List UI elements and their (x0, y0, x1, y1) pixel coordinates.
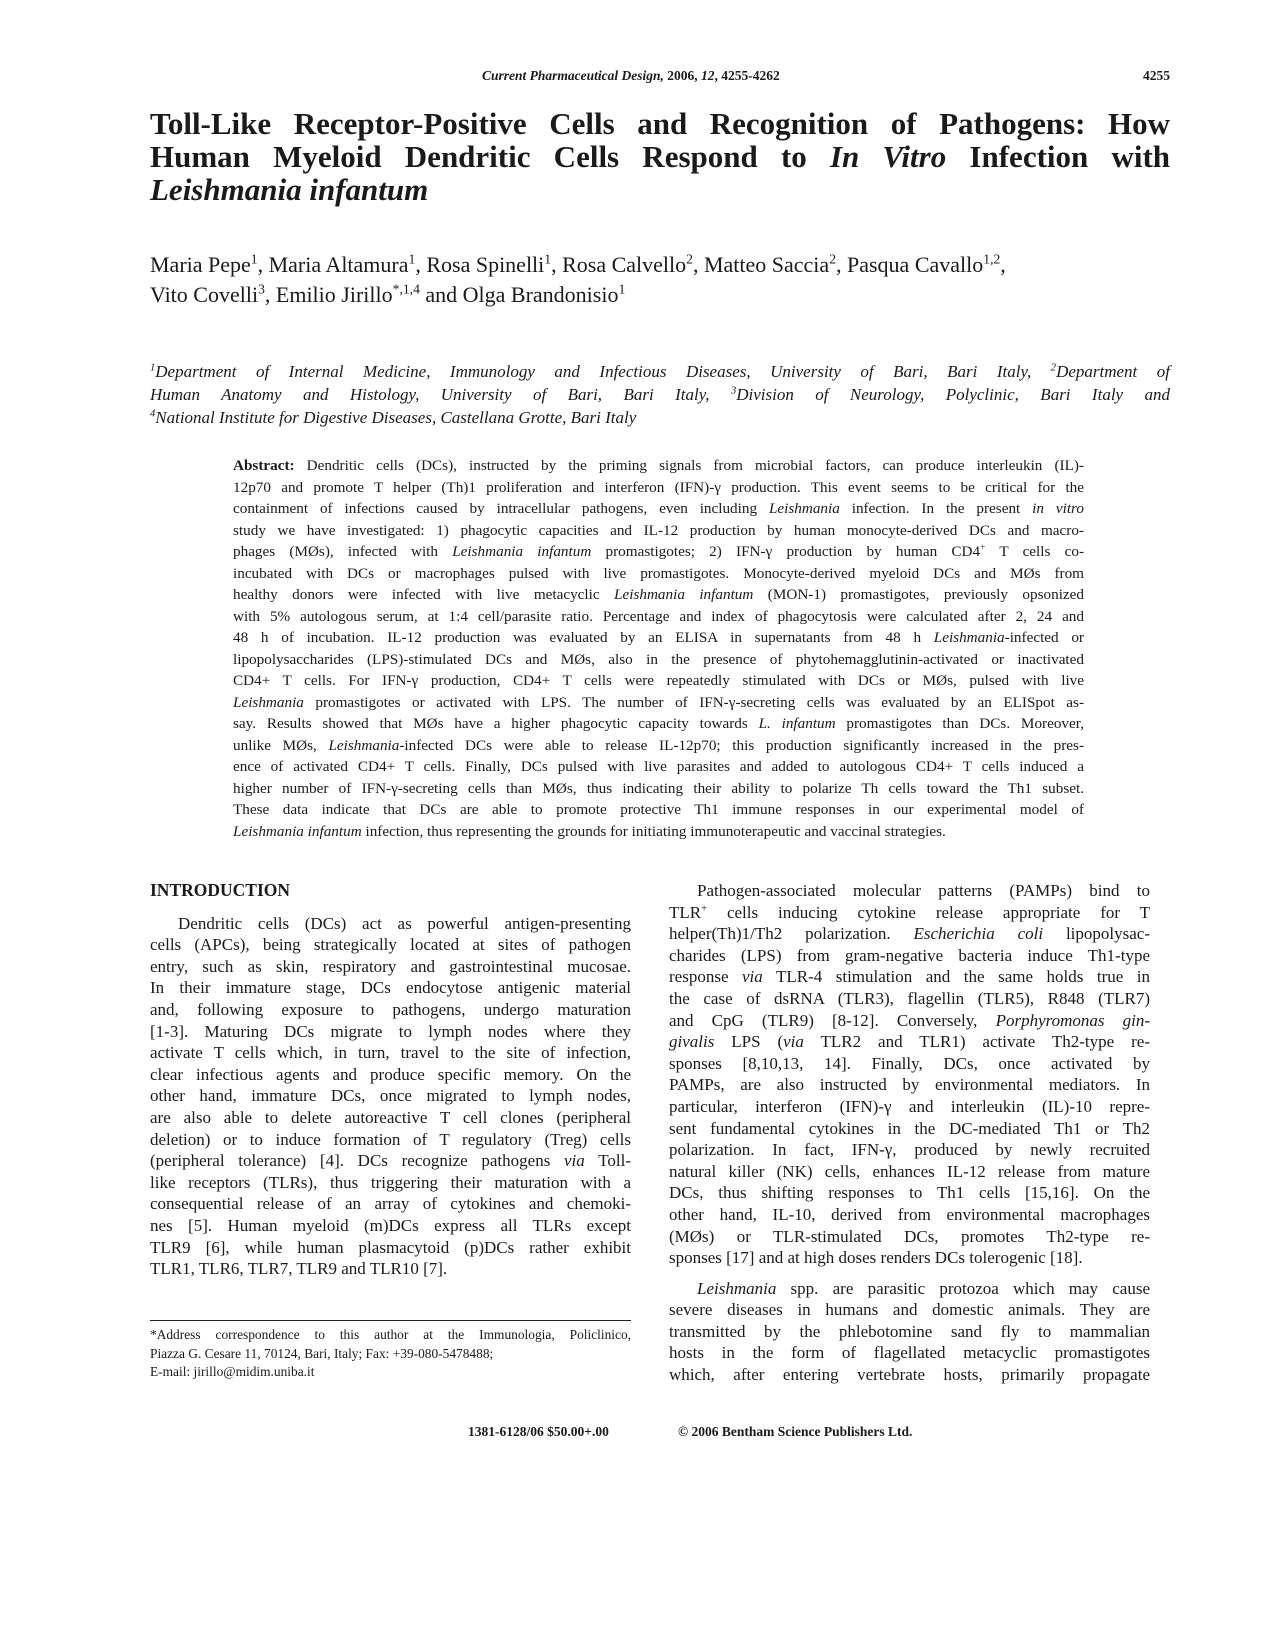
body-text: TLR-4 stimulation and the same holds true in (762, 967, 1151, 987)
abstract-line (233, 584, 1084, 606)
body-line: other hand, IL-10, derived from environmental macrophages (669, 1204, 1150, 1224)
abstract-text: containment of infections caused by intracellular pathogens, even including (233, 500, 769, 517)
author-separator: , (1000, 252, 1006, 277)
running-header (150, 68, 1170, 88)
abstract-text: healthy donors were infected with live metacyclic (233, 586, 615, 603)
paragraph-gap (669, 1269, 1150, 1278)
journal-year: 2006, (663, 68, 702, 83)
body-text: LPS ( (714, 1032, 784, 1052)
abstract-label: Abstract: (233, 457, 295, 474)
affiliation-mark: 1 (250, 251, 258, 267)
footnote-line: Piazza G. Cesare 11, 70124, Bari, Italy; Fax: +39-080-5478488; (150, 1345, 494, 1361)
body-italic: Porphyromonas gin- (995, 1010, 1150, 1030)
affiliation-text: Department of (1056, 362, 1170, 381)
body-line: sent fundamental cytokines in the DC-mediated Th1 or Th2 (669, 1118, 1150, 1138)
body-italic: via (783, 1032, 804, 1052)
body-italic: givalis (669, 1032, 715, 1052)
author-name: , Matteo Saccia (692, 252, 830, 277)
affiliation-line-2 (150, 383, 1170, 406)
abstract-line (233, 713, 1084, 735)
section-heading-introduction: INTRODUCTION (150, 880, 291, 900)
title-line-1: Toll-Like Receptor-Positive Cells and Recognition of Pathogens: How (150, 106, 1170, 141)
body-italic: via (742, 967, 763, 987)
body-line (669, 902, 1150, 924)
abstract-line (233, 735, 1084, 757)
author-name: and Olga Brandonisio (419, 282, 619, 307)
footnote-line: E-mail: jirillo@midim.uniba.it (150, 1364, 315, 1379)
affiliations (150, 360, 1170, 429)
abstract-italic: Leishmania (328, 736, 400, 754)
body-line: severe diseases in humans and domestic animals. They are (669, 1300, 1150, 1320)
body-line: and, following exposure to pathogens, undergo maturation (150, 999, 631, 1019)
body-line: charides (LPS) from gram-negative bacteria induce Th1-type (669, 945, 1150, 965)
author-line-2 (150, 280, 1170, 310)
author-list (150, 250, 1170, 310)
abstract-line: CD4+ T cells. For IFN-γ production, CD4+ T cells were repeatedly stimulated with DCs or MØs, pulsed with live (233, 672, 1084, 689)
body-line: (MØs) or TLR-stimulated DCs, promotes Th2-type re- (669, 1226, 1150, 1246)
body-line (669, 923, 1150, 945)
body-line: PAMPs, are also instructed by environmental mediators. In (669, 1075, 1150, 1095)
affiliation-mark: 1 (150, 362, 156, 374)
abstract-italic: in vitro (1032, 500, 1085, 517)
copyright-notice: © 2006 Bentham Science Publishers Ltd. (678, 1424, 913, 1439)
body-text: and CpG (TLR9) [8-12]. Conversely, (669, 1010, 996, 1030)
body-line: sponses [8,10,13, 14]. Finally, DCs, once activated by (669, 1053, 1150, 1073)
body-line: TLR9 [6], while human plasmacytoid (p)DCs rather exhibit (150, 1237, 631, 1257)
abstract-line: higher number of IFN-γ-secreting cells than MØs, thus indicating their ability to polarize Th cells toward the Th1 subset. (233, 779, 1084, 797)
title-line-2 (150, 140, 1170, 173)
affiliation-text: Human Anatomy and Histology, University of Bari, Bari Italy, (150, 385, 731, 404)
body-line: hosts in the form of flagellated metacyclic promastigotes (669, 1343, 1150, 1363)
affiliation-mark: 1,2 (983, 251, 1001, 267)
journal-citation (482, 68, 780, 84)
abstract-line (233, 498, 1084, 520)
body-line: DCs, thus shifting responses to Th1 cells [15,16]. On the (669, 1183, 1150, 1203)
abstract-text: unlike MØs, (233, 736, 329, 754)
affiliation-mark: 2 (686, 251, 693, 267)
abstract-italic: Leishmania (933, 629, 1005, 646)
abstract-italic: Leishmania infantum (614, 586, 754, 603)
body-italic: Leishmania (697, 1278, 777, 1298)
footnote-line: *Address correspondence to this author at the Immunologia, Policlinico, (150, 1327, 631, 1342)
body-text: TLR (669, 902, 702, 922)
body-line (669, 1278, 1150, 1300)
body-line: activate T cells which, in turn, travel to the site of infection, (150, 1043, 631, 1063)
affiliation-text: National Institute for Digestive Diseases, Castellana Grotte, Bari Italy (155, 408, 637, 427)
abstract-text: say. Results showed that MØs have a higher phagocytic capacity towards (233, 715, 759, 732)
body-text: spp. are parasitic protozoa which may cause (776, 1278, 1150, 1298)
body-line: particular, interferon (IFN)-γ and interleukin (IL)-10 repre- (669, 1096, 1150, 1116)
author-name: Vito Covelli (150, 282, 259, 307)
footnote-divider (150, 1320, 631, 1321)
author-name: , Rosa Spinelli (415, 252, 545, 277)
superscript: + (701, 902, 708, 914)
body-line: entry, such as skin, respiratory and gastrointestinal mucosae. (150, 956, 631, 976)
affiliation-line-1 (150, 360, 1170, 383)
abstract-text: 48 h of incubation. IL-12 production was evaluated by an ELISA in supernatants from 48 h (233, 629, 934, 646)
body-line: transmitted by the phlebotomine sand fly to mammalian (669, 1321, 1150, 1341)
body-line: nes [5]. Human myeloid (m)DCs express all TLRs except (150, 1215, 631, 1235)
body-text: Toll- (584, 1151, 631, 1171)
author-name: , Rosa Calvello (551, 252, 687, 277)
article-title (150, 107, 1170, 206)
body-line: are also able to delete autoreactive T cell clones (peripheral (150, 1107, 631, 1127)
affiliation-mark: 1 (408, 251, 416, 267)
journal-name: Current Pharmaceutical Design, (482, 68, 664, 83)
right-column (669, 880, 1150, 1386)
abstract-line (233, 692, 1084, 714)
abstract-line (233, 627, 1084, 649)
title-part: Infection with (946, 139, 1171, 174)
issn-price: 1381-6128/06 $50.00+.00 (468, 1424, 609, 1439)
body-text: helper(Th)1/Th2 polarization. (669, 924, 914, 944)
body-italic: Escherichia coli (913, 924, 1044, 944)
journal-volume: 12 (701, 68, 715, 83)
body-text: response (669, 967, 742, 987)
title-part: Human Myeloid Dendritic Cells Respond to (150, 139, 830, 174)
body-line (669, 1031, 1150, 1053)
abstract-line (233, 541, 1084, 563)
body-line: like receptors (TLRs), thus triggering their maturation with a (150, 1172, 631, 1192)
abstract-text: infection, thus representing the grounds for initiating immunoterapeutic and vaccinal strategies. (361, 822, 946, 840)
body-line: [1-3]. Maturing DCs migrate to lymph nodes where they (150, 1021, 631, 1041)
body-line (669, 966, 1150, 988)
affiliation-mark: *,1,4 (392, 281, 420, 297)
page-number: 4255 (1143, 68, 1170, 83)
body-text: TLR2 and TLR1) activate Th2-type re- (803, 1032, 1150, 1052)
abstract (233, 455, 1084, 842)
affiliation-text: Department of Internal Medicine, Immunology and Infectious Diseases, University of Bari, Bari Italy, (155, 362, 1051, 381)
affiliation-mark: 1 (618, 281, 626, 297)
abstract-text: T cells co- (985, 543, 1084, 560)
abstract-line: These data indicate that DCs are able to promote protective Th1 immune responses in our experimental model of (233, 801, 1084, 818)
abstract-italic: Leishmania (233, 693, 304, 711)
journal-pages: , 4255-4262 (714, 68, 780, 83)
abstract-line: 12p70 and promote T helper (Th)1 proliferation and interferon (IFN)-γ production. This event seems to be critical for the (233, 478, 1084, 496)
abstract-line: study we have investigated: 1) phagocytic capacities and IL-12 production by human monocyte-derived DCs and macro- (233, 521, 1084, 539)
abstract-line: with 5% autologous serum, at 1:4 cell/parasite ratio. Percentage and index of phagocytosis were calculated after 2, 24 and (233, 607, 1084, 625)
author-name: , Pasqua Cavallo (836, 252, 984, 277)
abstract-text: -infected DCs were able to release IL-12p70; this production significantly increased in the pres- (399, 736, 1084, 754)
body-line: Dendritic cells (DCs) act as powerful antigen-presenting (178, 913, 631, 933)
abstract-text: (MON-1) promastigotes, previously opsonized (753, 586, 1084, 603)
body-italic: via (564, 1151, 585, 1171)
body-line: natural killer (NK) cells, enhances IL-12 release from mature (669, 1161, 1150, 1181)
body-line: polarization. In fact, IFN-γ, produced by newly recruited (669, 1140, 1150, 1160)
superscript: + (980, 542, 986, 553)
affiliation-mark: 3 (730, 385, 737, 397)
body-line: sponses [17] and at high doses renders DCs tolerogenic [18]. (669, 1248, 1083, 1268)
body-line: consequential release of an array of cytokines and chemoki- (150, 1194, 631, 1214)
body-line: clear infectious agents and produce specific memory. On the (150, 1064, 631, 1084)
author-name: , Emilio Jirillo (264, 282, 393, 307)
abstract-italic: Leishmania infantum (233, 822, 362, 840)
abstract-text: Dendritic cells (DCs), instructed by the priming signals from microbial factors, can produce interleukin (IL)- (294, 457, 1084, 474)
author-name: , Maria Altamura (257, 252, 409, 277)
affiliation-mark: 3 (258, 281, 265, 297)
abstract-text: promastigotes than DCs. Moreover, (835, 715, 1085, 732)
body-line (150, 1150, 631, 1172)
abstract-text: promastigotes; 2) IFN-γ production by human CD4 (591, 543, 981, 560)
abstract-line: incubated with DCs or macrophages pulsed with live promastigotes. Monocyte-derived myeloid DCs and MØs from (233, 564, 1084, 582)
body-text: (peripheral tolerance) [4]. DCs recognize pathogens (150, 1151, 565, 1171)
body-line: Pathogen-associated molecular patterns (PAMPs) bind to (697, 881, 1150, 900)
abstract-text: infection. In the present (839, 500, 1033, 517)
affiliation-mark: 1 (544, 251, 552, 267)
title-italic-part: Leishmania infantum (150, 172, 429, 207)
abstract-line (233, 455, 1084, 477)
abstract-text: -infected or (1004, 629, 1084, 646)
body-text: lipopolysac- (1043, 924, 1150, 944)
affiliation-line-3 (150, 406, 1170, 429)
abstract-line (233, 821, 1084, 843)
abstract-italic: Leishmania (768, 500, 840, 517)
affiliation-mark: 2 (829, 251, 836, 267)
body-line: TLR1, TLR6, TLR7, TLR9 and TLR10 [7]. (150, 1259, 448, 1279)
body-line (669, 1010, 1150, 1032)
title-italic-part: In Vitro (829, 139, 947, 174)
abstract-italic: Leishmania infantum (452, 543, 592, 560)
abstract-text: promastigotes or activated with LPS. The number of IFN-γ-secreting cells was evaluated by an ELISpot as- (303, 693, 1084, 711)
author-line-1 (150, 250, 1170, 280)
body-line: other hand, immature DCs, once migrated to lymph nodes, (150, 1086, 631, 1106)
body-line: deletion) or to induce formation of T regulatory (Treg) cells (150, 1129, 631, 1149)
abstract-line: lipopolysaccharides (LPS)-stimulated DCs and MØs, also in the presence of phytohemagglutinin-activated or inactivated (233, 650, 1084, 668)
abstract-text: phages (MØs), infected with (233, 543, 453, 560)
body-line: which, after entering vertebrate hosts, primarily propagate (669, 1365, 1150, 1385)
affiliation-mark: 4 (150, 408, 156, 420)
correspondence-footnote (150, 1326, 631, 1382)
title-line-3 (150, 173, 1170, 206)
abstract-italic: L. infantum (758, 715, 836, 732)
body-line: cells (APCs), being strategically located at sites of pathogen (150, 935, 631, 955)
abstract-line: ence of activated CD4+ T cells. Finally, DCs pulsed with live parasites and added to autologous CD4+ T cells induced a (233, 758, 1084, 775)
body-text: cells inducing cytokine release appropriate for T (707, 902, 1150, 922)
body-line: the case of dsRNA (TLR3), flagellin (TLR5), R848 (TLR7) (669, 988, 1150, 1008)
author-name: Maria Pepe (150, 252, 251, 277)
affiliation-mark: 2 (1050, 362, 1057, 374)
body-line: In their immature stage, DCs endocytose antigenic material (150, 978, 631, 998)
affiliation-text: Division of Neurology, Polyclinic, Bari Italy and (736, 385, 1170, 404)
left-column (150, 880, 631, 1280)
